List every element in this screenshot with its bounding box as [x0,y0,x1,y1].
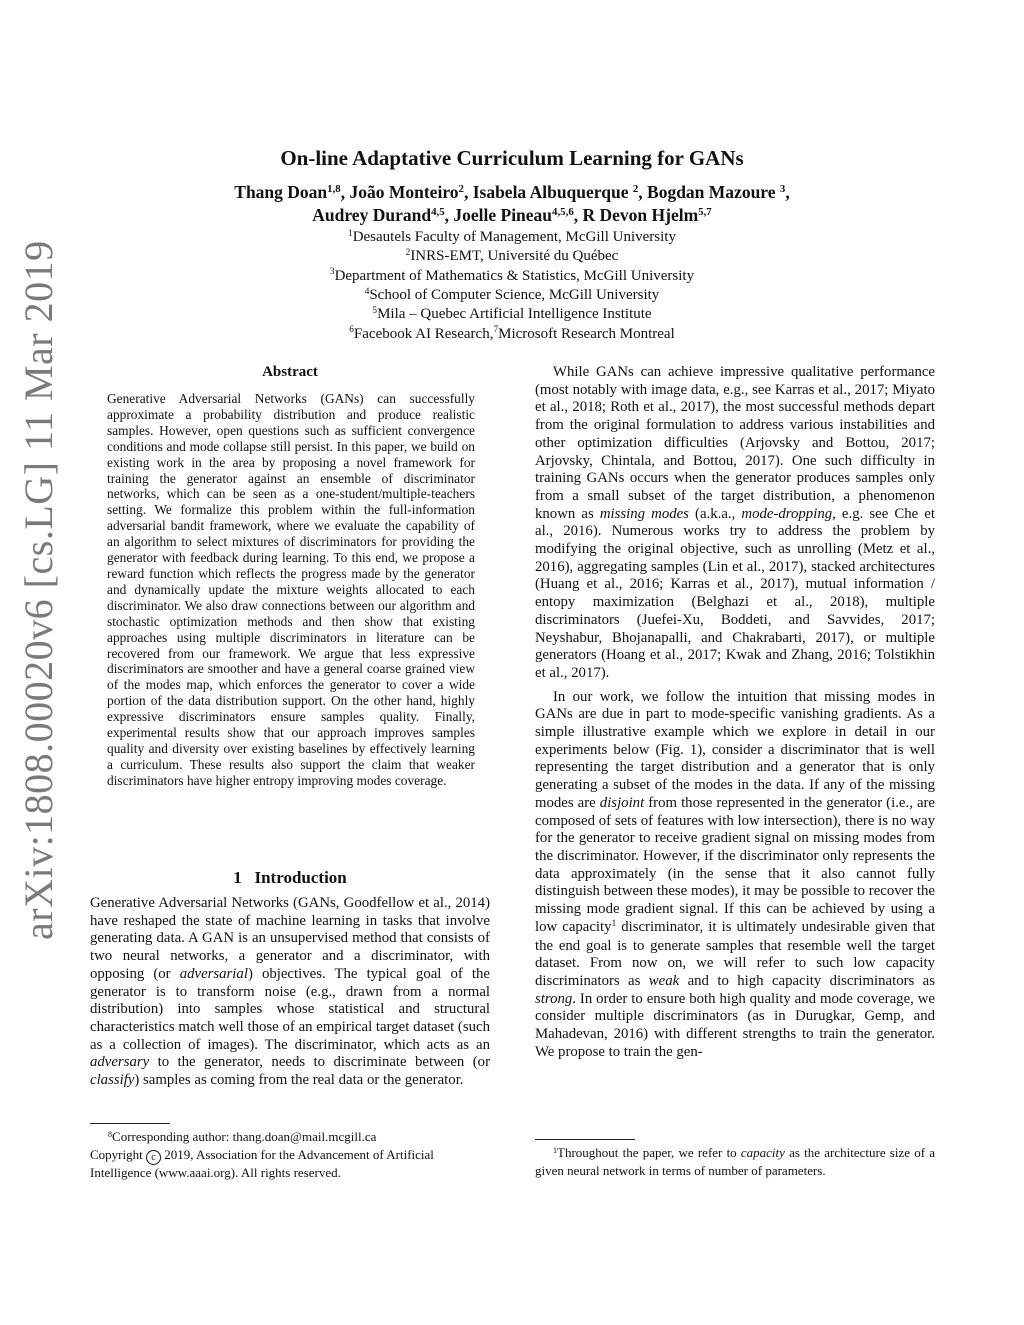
affiliation-marker: 1 [348,228,353,239]
author-affiliation-marker: 4,5 [431,206,445,219]
affiliation-name: Desautels Faculty of Management, McGill University [352,229,676,245]
author-affiliation-marker: 3 [779,183,786,196]
section-title: Introduction [254,868,347,887]
emphasis-text: adversarial [179,965,248,982]
affiliation-line [0,248,1024,265]
affiliation-line [0,326,1024,343]
affiliation-name: Microsoft Research Montreal [498,325,675,342]
author-name: Isabela Albuquerque [472,182,633,202]
section-heading-introduction [90,868,490,888]
intro-paragraph-left: Generative Adversarial Networks (GANs, Goodfellow et al., 2014) have reshaped the state of machine learning in tasks that involve generating data. A GAN is an unsupervised method that consists of two neural networks, a generator and a discriminator, with opposing (or adversarial) objectives. The typical goal of the generator is to transform noise (e.g., drawn from a normal distribution) into samples whose statistical and structural characteristics match well those of an empirical target dataset (such as a collection of images). The discriminator, which acts as an adversary to the generator, needs to discriminate between (or classify) samples as coming from the real data or the generator. [90,895,490,1089]
affiliation-line [0,287,1024,304]
abstract-text: Generative Adversarial Networks (GANs) can successfully approximate a probability distribution and produce realistic samples. However, open questions such as sufficient convergence conditions and mode collapse still persist. In this paper, we build on existing work in the area by proposing a novel framework for training the generator against an ensemble of discriminator networks, which can be seen as a one-student/multiple-teachers setting. We formalize this problem within the full-information adversarial bandit framework, where we evaluate the capability of an algorithm to select mixtures of discriminators for providing the generator with feedback during learning. To this end, we propose a reward function which reflects the progress made by the generator and dynamically update the mixture weights allocated to each discriminator. We also draw connections between our algorithm and stochastic optimization methods and then show that existing approaches using multiple discriminators in literature can be recovered from our framework. We argue that less expressive discriminators are smoother and have a general coarse grained view of the modes map, which enforces the generator to cover a wide portion of the data distribution support. On the other hand, highly expressive discriminators ensure samples quality. Finally, experimental results show that our approach improves samples quality and diversity over existing baselines by effectively learning a curriculum. These results also support the claim that weaker discriminators have higher entropy improving modes coverage. [107,391,475,788]
emphasis-text: weak [648,972,680,989]
author-affiliation-marker: 5,7 [698,206,712,219]
affiliation-marker: 7 [493,325,499,336]
footnotes-left [90,1129,490,1181]
emphasis-text: capacity [740,1145,785,1160]
author-line-2: Audrey Durand$^{4,5}$, Joelle Pineau$^{4,5,6}$, R Devon Hjelm$^{5,7}$ [312,205,712,225]
emphasis-text: classify [90,1072,135,1089]
affiliation-line [0,229,1024,246]
corresponding-author-footnote: $^8$Corresponding author: thang.doan@mail.mcgill.ca [108,1129,377,1144]
author-name: Audrey Durand [312,205,432,225]
footnote-marker: 1 [611,917,617,928]
affiliation-name: Facebook AI Research, [353,325,494,342]
abstract-heading: Abstract [262,364,318,380]
affiliation-name: School of Computer Science, McGill University [369,286,660,303]
emphasis-text: mode-dropping [741,505,833,522]
affiliation-line [0,306,1024,323]
author-name: R Devon Hjelm [582,205,699,225]
footnote-rule-right [535,1139,635,1140]
paper-title: On-line Adaptative Curriculum Learning for GANs [280,146,744,170]
author-affiliation-marker: 1,8 [327,183,341,196]
affiliation-marker: 5 [372,306,378,317]
intro-paragraph: While GANs can achieve impressive qualitative performance (most notably with image data, e.g., see Karras et al., 2017; Miyato et al., 2018; Roth et al., 2017), the most successful methods depart from the original formulation to address various instabilities and other optimization difficulties (Arjovsky and Bottou, 2017; Arjovsky, Chintala, and Bottou, 2017). One such difficulty in training GANs occurs when the generator produces samples only from a small subset of the target distribution, a phenomenon known as missing modes (a.k.a., mode-dropping, e.g. see Che et al., 2016). Numerous works try to address the problem by modifying the original objective, such as unrolling (Metz et al., 2016), aggregating samples (Lin et al., 2017), stacked architectures (Huang et al., 2016; Karras et al., 2017), mutual information / entopy maximization (Belghazi et al., 2018), multiple discriminators (Juefei-Xu, Boddeti, and Savvides, 2017; Neyshabur, Bhojanapalli, and Chakrabarti, 2017), or multiple generators (Hoang et al., 2017; Kwak and Zhang, 2016; Tolstikhin et al., 2017). [535,364,935,681]
emphasis-text: adversary [90,1054,150,1071]
affiliation-name: INRS-EMT, Université du Québec [410,248,619,265]
author-affiliation-marker: 2 [632,183,639,196]
arxiv-identifier: arXiv:1808.00020v6 [cs.LG] 11 Mar 2019 [16,240,61,940]
affiliation-line [0,268,1024,285]
section-number: 1 [233,868,242,887]
affiliation-name: Mila – Quebec Artificial Intelligence Institute [377,306,652,323]
emphasis-text: disjoint [599,794,645,811]
author-line-1: Thang Doan$^{1,8}$, João Monteiro$^2$, Isabela Albuquerque $^2$, Bogdan Mazoure $^3$, [234,182,790,202]
author-name: Thang Doan [234,182,328,202]
footnote-1: $^1$Throughout the paper, we refer to capacity as the architecture size of a given neural network in terms of number of parameters. [535,1145,935,1178]
author-affiliation-marker: 2 [458,183,464,196]
copyright-symbol: c [146,1150,161,1165]
affiliation-name: Department of Mathematics & Statistics, McGill University [334,267,695,284]
affiliation-marker: 4 [364,286,370,297]
footnote-rule-left [90,1123,170,1124]
author-affiliation-marker: 4,5,6 [552,206,574,219]
copyright-notice: Copyright c 2019, Association for the Advancement of Artificial Intelligence (www.aaai.org). All rights reserved. [90,1147,434,1180]
footnote-marker: 1 [553,1145,558,1155]
author-name: Bogdan Mazoure [647,182,780,202]
intro-right-column [535,364,935,1061]
affiliation-marker: 6 [349,325,354,336]
emphasis-text: missing modes [599,505,689,522]
intro-paragraph: In our work, we follow the intuition that missing modes in GANs are due in part to mode-specific vanishing gradients. As a simple illustrative example which we explore in detail in our experiments below (Fig. 1), consider a discriminator that is well representing the target distribution and a generator that is only generating a subset of the modes in the data. If any of the missing modes are disjoint from those represented in the generator (i.e., are composed of sets of features with low intersection), there is no way for the generator to receive gradient signal on missing modes from the discriminator. However, if the discriminator only represents the data approximately (in the sense that it also cannot fully distinguish between these modes), it may be possible to recover the missing mode gradient signal. If this can be achieved by using a low capacity$^1$ discriminator, it is ultimately undesirable given that the end goal is to generate samples that resemble well the target dataset. From now on, we will refer to such low capacity discriminators as weak and to high capacity discriminators as strong. In order to ensure both high quality and mode coverage, we consider multiple discriminators (as in Durugkar, Gemp, and Mahadevan, 2016) with different strengths to train the generator. We propose to train the gen- [535,688,936,1060]
emphasis-text: strong [535,990,573,1007]
affiliation-marker: 3 [329,267,335,278]
author-name: João Monteiro [349,182,459,202]
affiliation-marker: 2 [405,248,411,259]
author-name: Joelle Pineau [453,205,553,225]
